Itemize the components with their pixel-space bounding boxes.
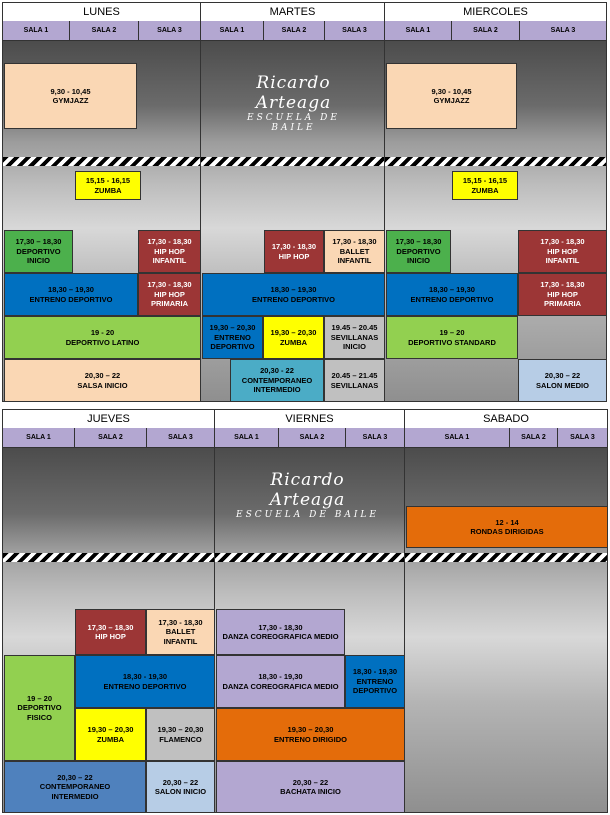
class-block: [216, 761, 405, 813]
class-block: [75, 708, 146, 761]
class-text: ENTRENO: [214, 332, 251, 342]
day-title: LUNES: [3, 3, 200, 22]
class-text: HIP HOP: [547, 246, 578, 256]
class-block: [452, 171, 518, 200]
class-block: [216, 609, 345, 655]
class-text: 19,30 – 20,30: [287, 725, 334, 735]
class-text: 19 - 20: [90, 328, 115, 338]
class-text: 17,30 – 18,30: [87, 622, 134, 632]
class-block: [75, 655, 215, 708]
class-block: [202, 316, 263, 359]
class-block: [386, 230, 451, 273]
class-text: HIP HOP: [154, 246, 185, 256]
class-text: 19.45 – 20.45: [331, 323, 378, 333]
class-text: HIP HOP: [547, 289, 578, 299]
day-title: VIERNES: [215, 410, 404, 429]
class-text: 18,30 – 19,30: [48, 285, 94, 295]
class-block: [324, 230, 385, 273]
class-block: [4, 273, 138, 316]
class-text: ENTRENO DEPORTIVO: [252, 294, 335, 304]
class-text: 19,30 – 20,30: [87, 725, 134, 735]
class-text: FISICO: [26, 712, 52, 722]
class-text: 17,30 – 18,30: [395, 237, 442, 247]
class-block: [518, 359, 607, 402]
class-text: 20,30 – 22: [162, 777, 199, 787]
class-text: 15,15 - 16,15: [85, 176, 131, 186]
sala-1-header: SALA 1: [201, 21, 264, 40]
studio-photo: [405, 448, 607, 812]
class-text: HIP HOP: [95, 632, 126, 641]
class-block: [518, 273, 607, 316]
class-text: 18,30 – 19,30: [270, 285, 317, 295]
stripe-divider: [3, 553, 214, 562]
class-text: 9,30 - 10,45: [50, 86, 91, 96]
day-title: JUEVES: [3, 410, 214, 429]
class-text: SEVILLANAS: [330, 380, 379, 390]
class-block: [386, 63, 517, 129]
class-text: DEPORTIVO STANDARD: [408, 337, 496, 347]
class-text: 20,30 - 22: [260, 366, 294, 376]
day-title: MIERCOLES: [385, 3, 606, 22]
sala-3-header: SALA 3: [550, 27, 576, 34]
class-text: 20,30 – 22: [84, 371, 121, 381]
class-text: DEPORTIVO: [16, 246, 61, 256]
sala-header-row: [201, 21, 384, 41]
class-text: BALLET: [339, 246, 370, 256]
class-text: 17,30 - 18,30: [158, 617, 203, 627]
class-text: INFANTIL: [337, 256, 372, 266]
day-sabado: [404, 409, 608, 813]
logo-subtitle: ESCUELA DE BAILE: [236, 510, 379, 520]
class-block: [263, 316, 324, 359]
sala-3-header: SALA 3: [168, 434, 193, 441]
stripe-divider: [201, 157, 384, 166]
stripe-divider: [405, 553, 607, 562]
school-logo: [235, 470, 380, 520]
class-block: [138, 273, 201, 316]
class-text: SALSA INICIO: [77, 380, 128, 390]
class-text: 19,30 – 20,30: [157, 725, 204, 735]
class-text: GYMJAZZ: [52, 96, 89, 105]
sala-header-row: [405, 428, 607, 448]
class-block: [386, 273, 518, 316]
logo-subtitle: ESCUELA DE BAILE: [247, 113, 340, 133]
school-logo: [226, 73, 361, 133]
class-text: ENTRENO DEPORTIVO: [103, 681, 187, 691]
class-text: ENTRENO DEPORTIVO: [29, 294, 113, 304]
class-text: 12 - 14: [495, 517, 519, 527]
class-text: 18,30 – 19,30: [429, 285, 475, 295]
sala-header-row: [3, 428, 214, 448]
class-text: SALON MEDIO: [536, 380, 589, 390]
class-text: ENTRENO: [356, 676, 394, 686]
class-text: 19,30 – 20,30: [270, 328, 317, 338]
class-text: CONTEMPORANEO: [241, 375, 313, 385]
class-text: INICIO: [343, 342, 366, 352]
class-text: 17,30 - 18,30: [540, 237, 585, 247]
day-jueves: [2, 409, 215, 813]
class-text: ENTRENO DIRIGIDO: [274, 734, 347, 744]
class-text: 19,30 – 20,30: [209, 323, 256, 333]
sala-2-header: SALA 2: [279, 428, 346, 447]
class-block: [146, 708, 215, 761]
class-block: [324, 316, 385, 359]
class-block: [4, 655, 75, 761]
class-text: 17,30 – 18,30: [15, 237, 62, 247]
class-text: DANZA COREOGRAFICA MEDIO: [222, 681, 339, 691]
class-text: ENTRENO DEPORTIVO: [410, 294, 494, 304]
class-text: 17,30 - 18,30: [147, 280, 192, 290]
class-text: 20,30 – 22: [292, 777, 329, 787]
day-martes: [200, 2, 385, 402]
sala-1-header: SALA 1: [405, 428, 510, 447]
class-block: [146, 609, 215, 655]
class-block: [4, 63, 137, 129]
class-block: [406, 506, 608, 548]
day-miercoles: [384, 2, 607, 402]
class-block: [4, 316, 201, 359]
sala-2-header: SALA 2: [264, 21, 325, 40]
sala-2-header: SALA 2: [452, 21, 520, 40]
sala-3-header: SALA 3: [157, 27, 182, 34]
class-text: 17,30 - 18,30: [147, 237, 192, 247]
class-text: INTERMEDIO: [253, 385, 301, 395]
class-text: RONDAS DIRIGIDAS: [470, 527, 544, 536]
sala-3-header: SALA 3: [362, 434, 388, 441]
class-text: PRIMARIA: [150, 299, 189, 309]
class-text: INFANTIL: [163, 636, 198, 646]
class-text: 17,30 - 18,30: [258, 622, 303, 632]
class-block: [202, 273, 385, 316]
class-text: HIP HOP: [278, 251, 310, 261]
class-text: 17,30 - 18,30: [271, 242, 317, 252]
class-text: DEPORTIVO: [352, 686, 398, 696]
class-text: 17,30 - 18,30: [332, 237, 377, 247]
class-text: INICIO: [27, 256, 50, 266]
class-text: 18,30 - 19,30: [122, 672, 168, 682]
class-text: DEPORTIVO: [210, 342, 255, 352]
class-block: [518, 230, 607, 273]
class-text: DANZA COREOGRAFICA MEDIO: [222, 632, 339, 641]
stripe-divider: [215, 553, 404, 562]
logo-title: Ricardo Arteaga: [269, 470, 346, 510]
stripe-divider: [3, 157, 200, 166]
class-block: [345, 655, 405, 708]
sala-1-header: SALA 1: [215, 428, 279, 447]
class-text: 19 – 20: [439, 328, 465, 338]
class-text: 18,30 - 19,30: [258, 672, 303, 682]
class-block: [216, 708, 405, 761]
class-text: 17,30 - 18,30: [540, 280, 585, 290]
class-text: ZUMBA: [94, 185, 122, 195]
class-block: [146, 761, 215, 813]
day-title: MARTES: [201, 3, 384, 22]
sala-header-row: [215, 428, 404, 448]
class-text: 20,30 – 22: [544, 371, 581, 381]
class-text: SALON INICIO: [154, 787, 207, 796]
class-text: DEPORTIVO: [396, 246, 441, 256]
class-block: [4, 359, 201, 402]
class-block: [230, 359, 324, 402]
sala-2-header: SALA 2: [75, 428, 147, 447]
class-text: HIP HOP: [154, 289, 185, 299]
class-block: [386, 316, 518, 359]
class-text: FLAMENCO: [159, 734, 202, 744]
class-text: ZUMBA: [279, 337, 308, 347]
day-viernes: [214, 409, 405, 813]
class-text: PRIMARIA: [543, 299, 582, 309]
sala-1-header: SALA 1: [3, 428, 75, 447]
sala-2-header: SALA 2: [510, 428, 558, 447]
class-text: 15,15 - 16,15: [462, 176, 508, 186]
class-text: 20,30 – 22: [57, 772, 93, 782]
class-text: BACHATA INICIO: [280, 787, 341, 796]
class-text: 9,30 - 10,45: [431, 86, 472, 96]
class-block: [4, 230, 73, 273]
sala-1-header: SALA 1: [385, 21, 452, 40]
sala-header-row: [3, 21, 200, 41]
class-block: [138, 230, 201, 273]
class-text: 20.45 – 21.45: [331, 371, 378, 381]
sala-2-header: SALA 2: [70, 21, 139, 40]
class-text: CONTEMPORANEO: [39, 782, 111, 792]
class-text: ZUMBA: [96, 734, 125, 744]
class-text: GYMJAZZ: [433, 96, 470, 105]
class-block: [216, 655, 345, 708]
sala-3-header: SALA 3: [570, 434, 595, 441]
day-lunes: [2, 2, 201, 402]
class-text: DEPORTIVO LATINO: [65, 337, 140, 347]
sala-header-row: [385, 21, 606, 41]
class-block: [75, 171, 141, 200]
class-text: 18,30 - 19,30: [352, 667, 398, 677]
sala-3-header: SALA 3: [342, 27, 367, 34]
class-block: [324, 359, 385, 402]
class-block: [4, 761, 146, 813]
day-title: SABADO: [405, 410, 607, 429]
class-text: INFANTIL: [152, 256, 187, 266]
stripe-divider: [385, 157, 606, 166]
class-block: [75, 609, 146, 655]
class-text: BALLET: [165, 627, 196, 637]
class-text: ZUMBA: [471, 185, 499, 195]
class-text: INICIO: [407, 256, 430, 266]
class-block: [264, 230, 324, 273]
class-text: INFANTIL: [545, 256, 580, 266]
class-text: 19 – 20: [26, 693, 53, 703]
class-text: DEPORTIVO: [17, 703, 62, 713]
class-text: SEVILLANAS: [330, 332, 379, 342]
logo-title: Ricardo Arteaga: [255, 73, 332, 113]
sala-1-header: SALA 1: [3, 21, 70, 40]
class-text: INTERMEDIO: [51, 791, 99, 801]
